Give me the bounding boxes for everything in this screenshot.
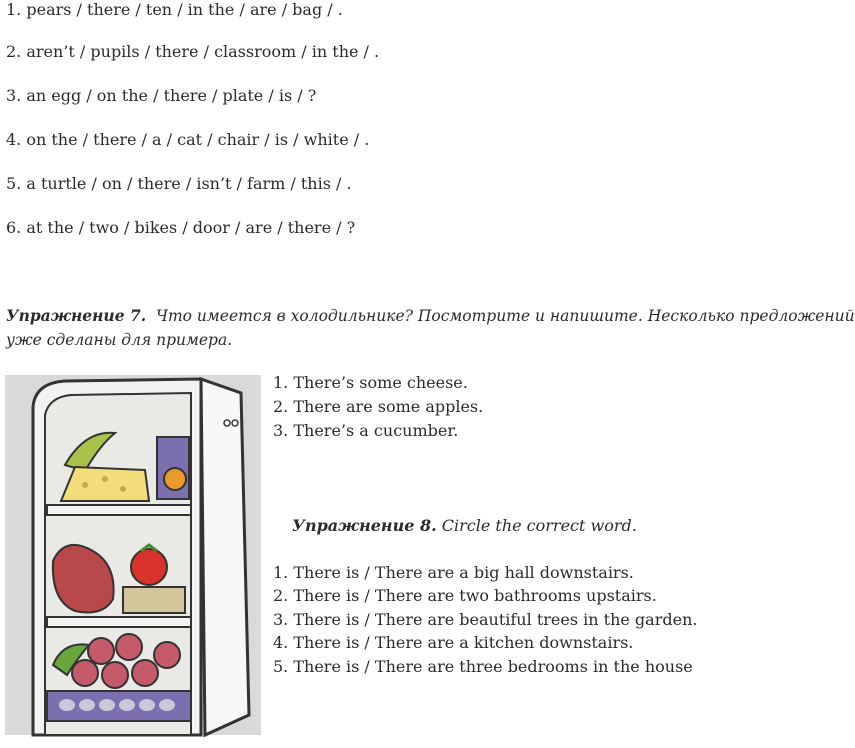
exercise7-title: Упражнение 7. — [6, 306, 147, 325]
fridge-illustration — [5, 375, 261, 735]
exercise8-instruction: Circle the correct word. — [441, 516, 637, 535]
exercise6-item-6: 6. at the / two / bikes / door / are / there / ? — [6, 218, 356, 237]
exercise6-item-1: 1. pears / there / ten / in the / are / bag / . — [6, 0, 343, 19]
exercise8-item-1: 1. There is / There are a big hall downstairs. — [273, 563, 634, 582]
exercise6-item-4: 4. on the / there / a / cat / chair / is / white / . — [6, 130, 370, 149]
exercise8-title: Упражнение 8. — [292, 516, 437, 535]
exercise8-item-3: 3. There is / There are beautiful trees in the garden. — [273, 610, 698, 629]
exercise7-example-2: 2. There are some apples. — [273, 397, 484, 416]
exercise7-heading — [6, 303, 855, 329]
exercise7-instruction: Что имеется в холодильнике? Посмотрите и напишите. Несколько предложений — [156, 307, 855, 325]
exercise7-example-1: 1. There’s some cheese. — [273, 373, 468, 392]
exercise7-example-3: 3. There’s a cucumber. — [273, 421, 459, 440]
exercise6-item-2: 2. aren’t / pupils / there / classroom / in the / . — [6, 42, 380, 61]
exercise8-item-5: 5. There is / There are three bedrooms in the house — [273, 657, 693, 676]
exercise8-item-2: 2. There is / There are two bathrooms upstairs. — [273, 586, 657, 605]
exercise7-instruction-cont: уже сделаны для примера. — [6, 331, 233, 349]
exercise8-heading — [292, 516, 637, 535]
exercise6-item-3: 3. an egg / on the / there / plate / is / ? — [6, 86, 317, 105]
exercise6-item-5: 5. a turtle / on / there / isn’t / farm / this / . — [6, 174, 352, 193]
exercise8-item-4: 4. There is / There are a kitchen downstairs. — [273, 633, 634, 652]
